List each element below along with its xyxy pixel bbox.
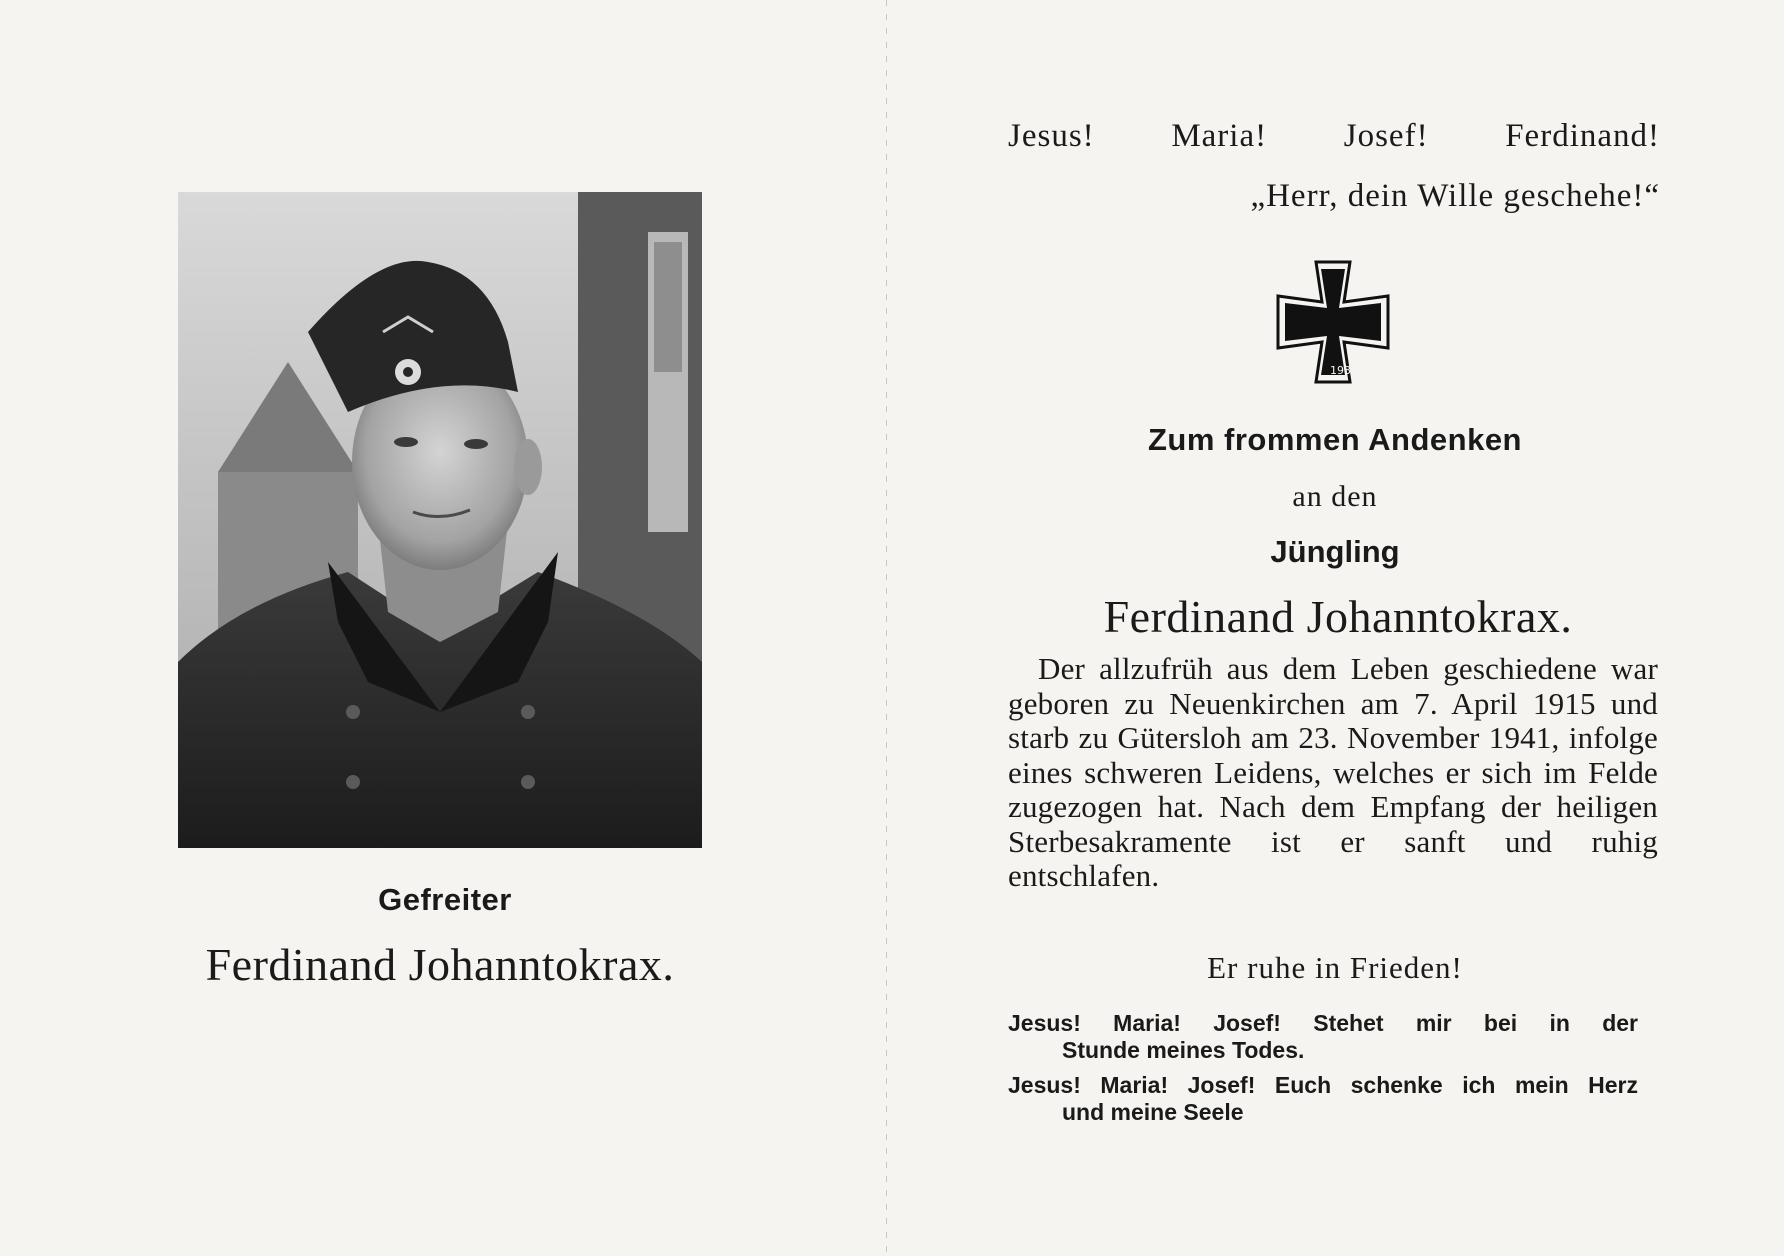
biography-paragraph: Der allzufrüh aus dem Leben geschiedene war geboren zu Neuenkirchen am 7. April 1915 und starb zu Gütersloh am 23. November 1941, infolge eines schweren Leidens, welches er sich im Felde zugezogen hat. Nach dem Empfang der heiligen Sterbesakramente ist er sanft und ruhig entschlafen.: [1008, 651, 1658, 893]
prayer-two-line-2: und meine Seele: [1062, 1099, 1244, 1125]
prayer-two-line-1: Jesus! Maria! Josef! Euch schenke ich mein Herz: [1008, 1072, 1638, 1098]
prayer-one-line-2: Stunde meines Todes.: [1062, 1037, 1305, 1063]
rank-label: Gefreiter: [378, 882, 512, 917]
invocation-word: Josef!: [1343, 118, 1429, 154]
deceased-name-right: Ferdinand Johanntokrax.: [1103, 591, 1573, 642]
invocation-word: Ferdinand!: [1505, 118, 1660, 154]
deceased-name-left: Ferdinand Johanntokrax.: [205, 939, 675, 990]
rest-in-peace: Er ruhe in Frieden!: [1207, 950, 1463, 985]
cross-year: 1939: [1330, 364, 1358, 377]
invocation-line: [1008, 118, 1660, 155]
invocation-word: Jesus!: [1008, 118, 1095, 154]
prayer-one: [1008, 1010, 1638, 1064]
memorial-title: Zum frommen Andenken: [1148, 422, 1522, 457]
iron-cross-emblem: [1274, 258, 1392, 386]
prayer-one-line-1: Jesus! Maria! Josef! Stehet mir bei in der: [1008, 1010, 1638, 1036]
portrait-photo-image: [178, 192, 702, 848]
juengling-label: Jüngling: [1270, 534, 1400, 569]
prayer-two: [1008, 1072, 1638, 1126]
invocation-word: Maria!: [1171, 118, 1268, 154]
portrait-photo: [178, 192, 702, 848]
an-den-text: an den: [1292, 480, 1378, 513]
will-quote: „Herr, dein Wille geschehe!“: [1250, 178, 1660, 214]
fold-line: [886, 0, 887, 1256]
